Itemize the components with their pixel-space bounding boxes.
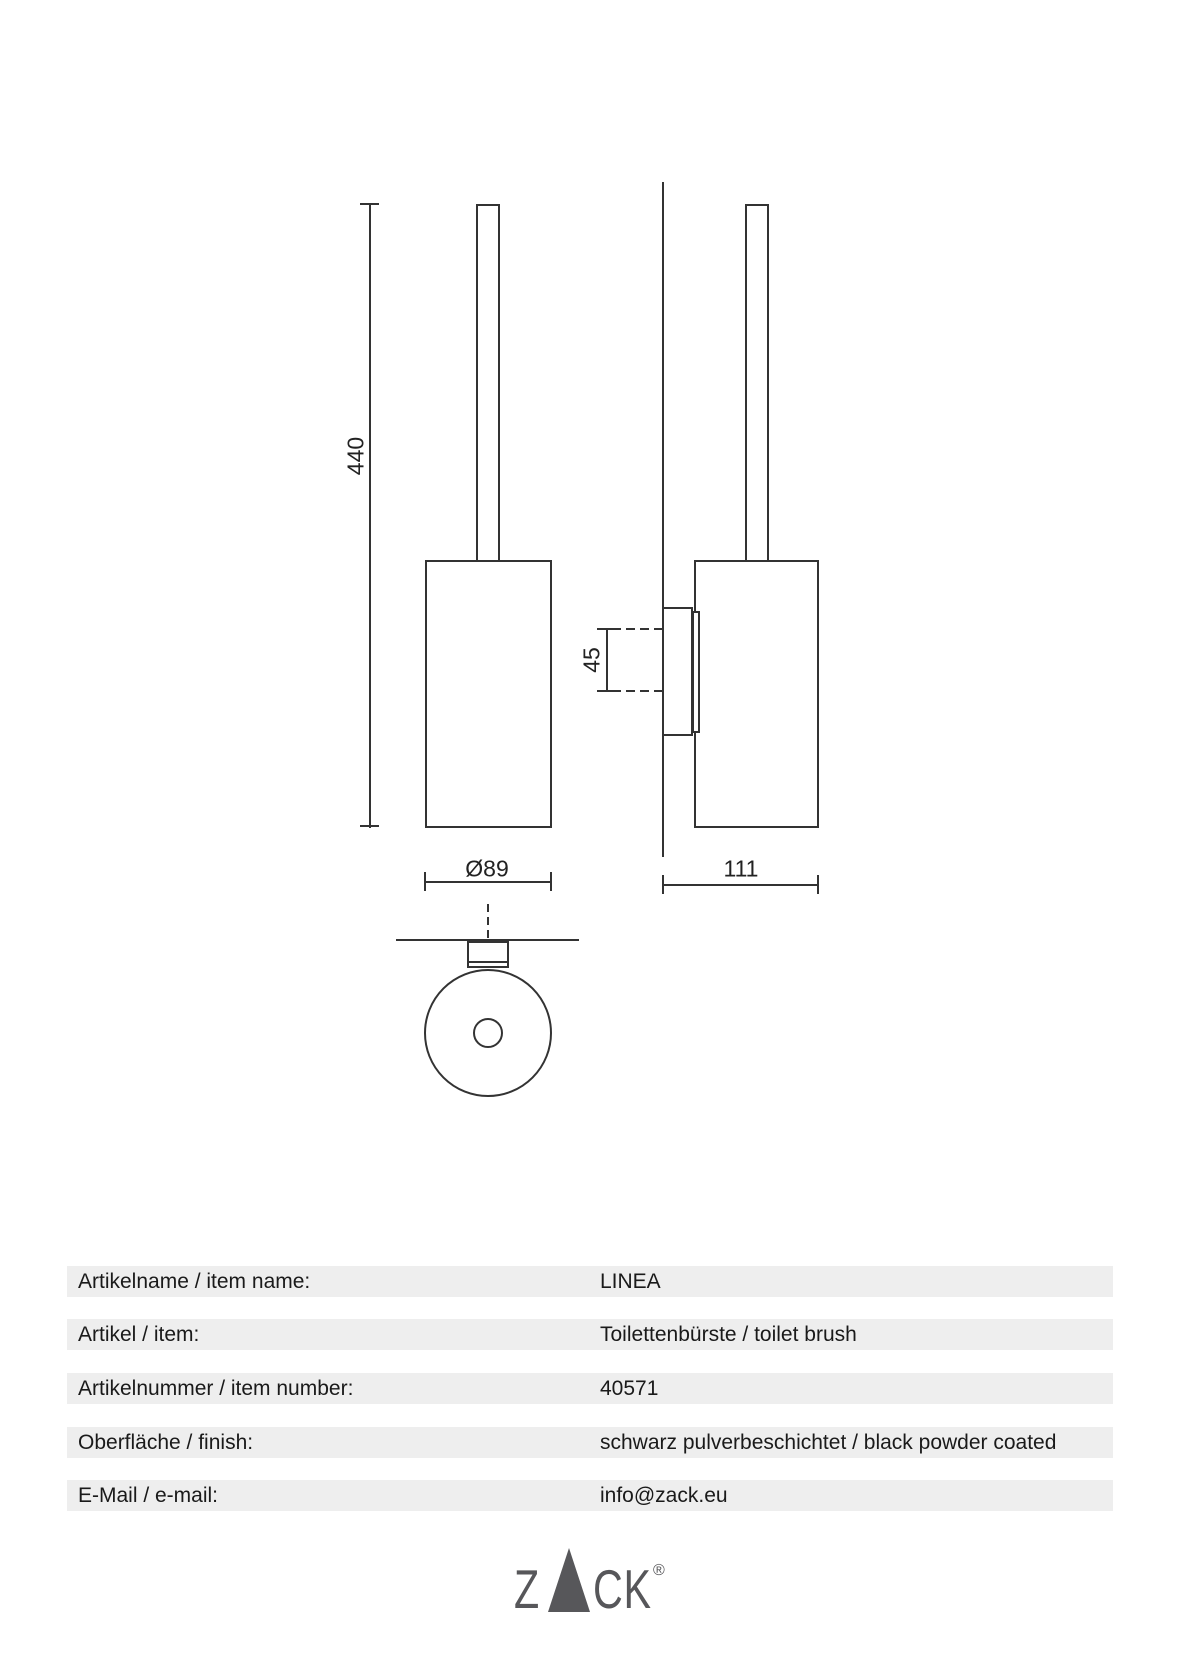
diameter-dimension-tick-right (550, 872, 552, 891)
logo-triangle-icon (548, 1548, 590, 1612)
depth-dimension-tick-left (662, 875, 664, 894)
logo-letters-ck: CK (593, 1558, 652, 1620)
row-label: Oberfläche / finish: (78, 1431, 254, 1454)
depth-dimension-label: 111 (723, 855, 759, 882)
row-label: Artikelname / item name: (78, 1270, 311, 1293)
center-axis-line (487, 904, 489, 940)
row-label: E-Mail / e-mail: (78, 1484, 219, 1507)
mount-dimension-label: 45 (578, 647, 605, 673)
table-row (67, 1266, 1113, 1297)
depth-dimension-line (663, 884, 819, 886)
front-body-outline (425, 560, 552, 828)
height-dimension-tick-top (360, 203, 379, 205)
row-value: schwarz pulverbeschichtet / black powder coated (600, 1431, 1057, 1454)
row-label: Artikelnummer / item number: (78, 1377, 354, 1400)
mount-dimension-tick-top (597, 628, 616, 630)
row-value: info@zack.eu (600, 1484, 728, 1507)
height-dimension-line (369, 204, 371, 828)
front-handle-outline (476, 204, 500, 562)
table-row (67, 1373, 1113, 1404)
diameter-dimension-label: Ø89 (465, 855, 509, 882)
wall-line (662, 182, 664, 857)
registered-trademark-icon: ® (653, 1562, 665, 1579)
side-handle-outline (745, 204, 769, 562)
diameter-dimension-tick-left (424, 872, 426, 891)
height-dimension-tick-bottom (360, 825, 379, 827)
mount-plate-outline (662, 607, 693, 736)
row-value: 40571 (600, 1377, 659, 1400)
row-label: Artikel / item: (78, 1323, 200, 1346)
height-dimension-label: 440 (342, 436, 369, 476)
top-center-hole-circle (473, 1018, 503, 1048)
table-row (67, 1319, 1113, 1350)
mount-backplate-outline (692, 611, 700, 733)
table-row (67, 1427, 1113, 1458)
top-mount-inner-line (469, 961, 507, 963)
row-value: LINEA (600, 1270, 661, 1293)
table-row (67, 1480, 1113, 1511)
side-body-outline (694, 560, 819, 828)
depth-dimension-tick-right (817, 875, 819, 894)
mount-dimension-tick-bottom (597, 690, 616, 692)
row-value: Toilettenbürste / toilet brush (600, 1323, 857, 1346)
top-mount-outline (467, 939, 509, 968)
mount-dimension-line (606, 629, 608, 692)
logo-letter-z: Z (514, 1558, 540, 1620)
